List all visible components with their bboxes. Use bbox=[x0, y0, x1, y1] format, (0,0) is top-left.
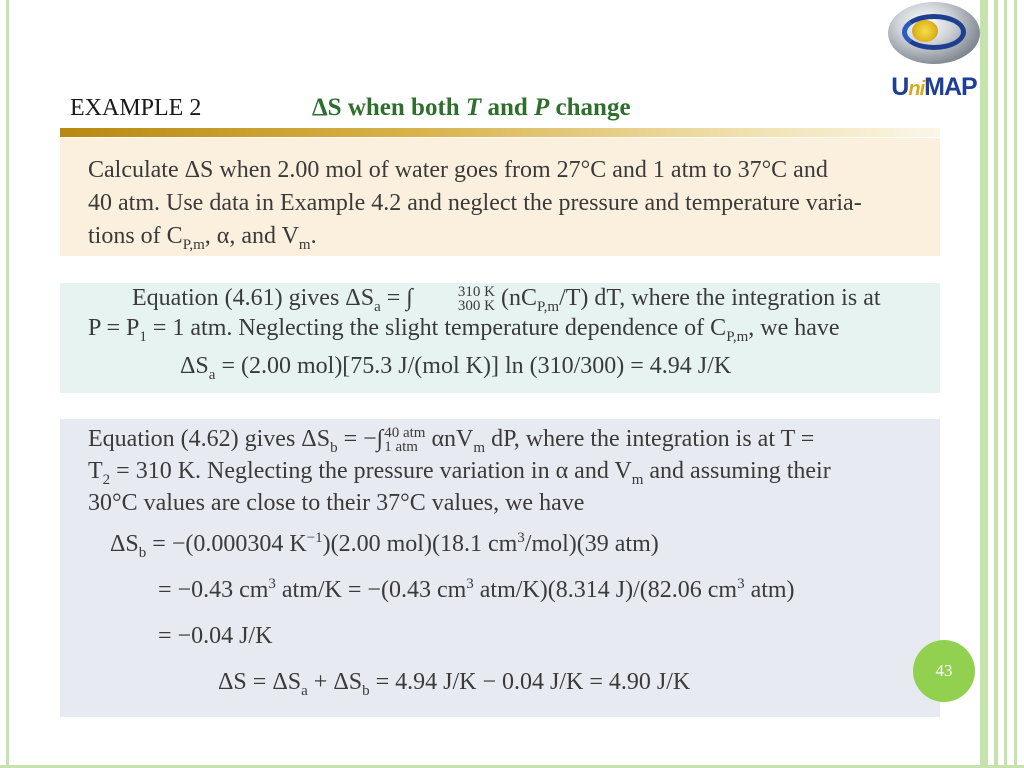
frame-line bbox=[1014, 0, 1017, 768]
solution-line: Equation (4.62) gives $\Delta S_b$ = −∫ 40 atm 1 atm αnV$_m$ dP, where the integration is at T = bbox=[88, 425, 815, 456]
solution-line: 30°C values are close to their 37°C values, we have bbox=[88, 490, 585, 516]
solution-line: $P = P_1 = 1$ atm. Neglecting the slight temperature dependence of $C_{P,m}$, we have bbox=[88, 315, 840, 346]
title-underline-bar bbox=[60, 128, 940, 137]
frame-line bbox=[980, 0, 988, 768]
solution-part-a-box bbox=[60, 283, 940, 393]
solution-line: Equation (4.61) gives $\Delta S_a$ = ∫ 310 K 300 K $(nC_{P,m}/T)$ dT, where the integration is at bbox=[132, 284, 881, 315]
equation-delta-s-b: $\Delta S_b = -(0.000304$ $K^{-1})(2.00$ mol)(18.1 $cm^3/mol)(39$ atm) bbox=[110, 530, 659, 561]
logo-core bbox=[912, 20, 938, 42]
equation-delta-s-a: $\Delta S_a = (2.00$ mol)[75.3 J/(mol K)] ln (310/300) = 4.94 J/K bbox=[180, 353, 732, 384]
frame-line bbox=[994, 0, 998, 768]
section-title: ΔS when both T and P change bbox=[312, 94, 631, 121]
problem-statement-box bbox=[60, 138, 940, 256]
problem-line: tions of $C_{P,m}$, α, and $V_m$. bbox=[88, 223, 317, 253]
frame-line bbox=[6, 0, 9, 768]
equation-line: = −0.04 J/K bbox=[158, 623, 273, 649]
integral-limits: 40 atm 1 atm bbox=[384, 425, 426, 456]
solution-part-b-box bbox=[60, 419, 940, 717]
problem-line: 40 atm. Use data in Example 4.2 and neglect the pressure and temperature varia- bbox=[88, 190, 862, 216]
page-number-badge: 43 bbox=[913, 640, 975, 702]
solution-line: $T_2 = 310$ K. Neglecting the pressure variation in α and $V_m$ and assuming their bbox=[88, 458, 831, 488]
logo-text: UniMAP bbox=[891, 73, 977, 101]
integral-limits: 310 K 300 K bbox=[457, 284, 495, 315]
problem-line: Calculate ΔS when 2.00 mol of water goes from 27°C and 1 atm to 37°C and bbox=[88, 157, 828, 183]
example-label: EXAMPLE 2 bbox=[70, 95, 202, 121]
unimap-logo bbox=[882, 2, 986, 104]
equation-line: = −0.43 $cm^3$ atm/K = −(0.43 $cm^3$ atm/K)(8.314 J)/(82.06 $cm^3$ atm) bbox=[158, 576, 795, 603]
frame-line bbox=[1004, 0, 1007, 768]
equation-total-delta-s: $\Delta S = \Delta S_a + \Delta S_b = 4.94$ J/K − 0.04 J/K = 4.90 J/K bbox=[218, 669, 691, 699]
